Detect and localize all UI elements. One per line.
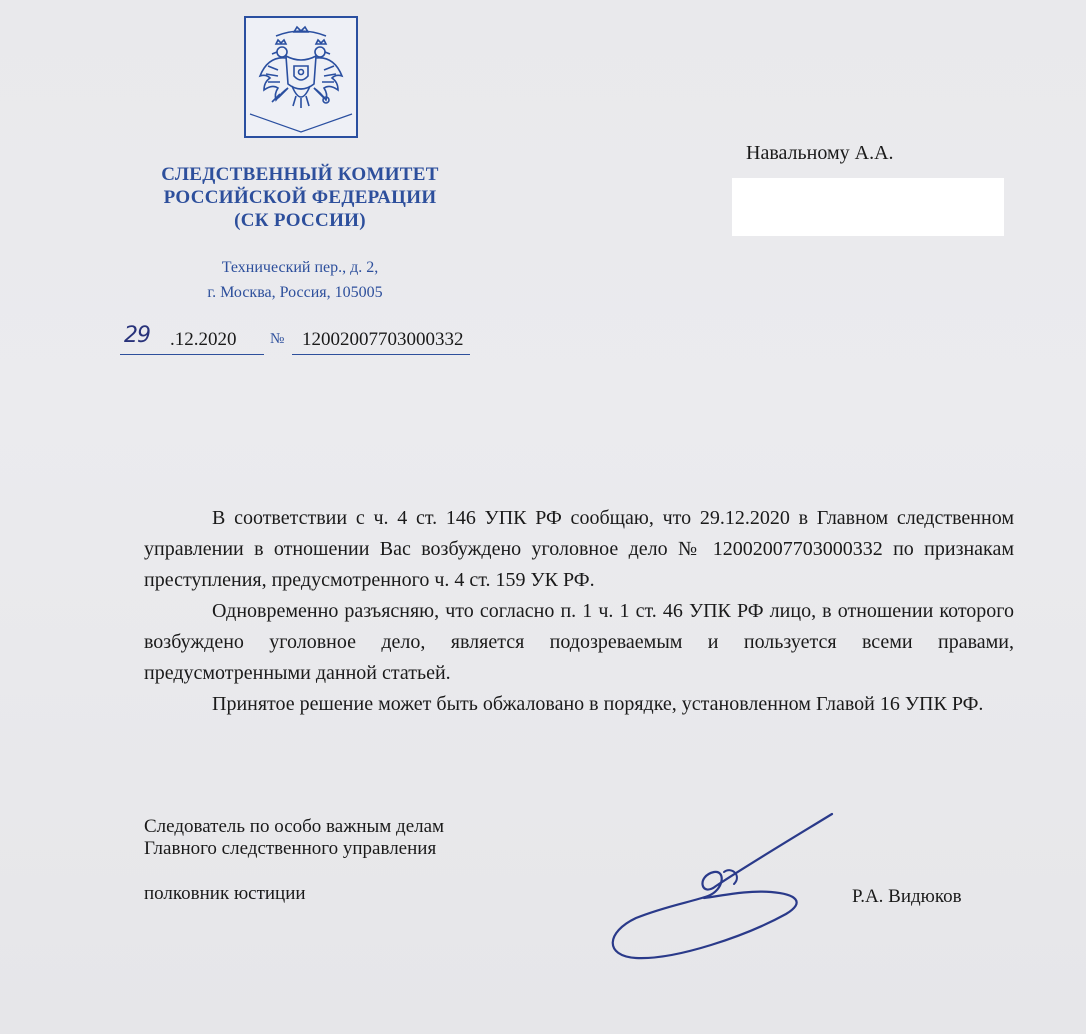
body-paragraph-1: В соответствии с ч. 4 ст. 146 УПК РФ сообщаю, что 29.12.2020 в Главном следственном управлении в отношении Вас возбуждено уголовное дело № 12002007703000332 по признакам преступления, предусмотренного ч. 4 ст. 159 УК РФ.	[144, 507, 1014, 591]
address-city: г. Москва, Россия, 105005	[207, 284, 383, 301]
body-paragraph-3: Принятое решение может быть обжаловано в порядке, установленном Главой 16 УПК РФ.	[212, 693, 984, 715]
handwritten-signature-icon	[596, 806, 846, 966]
address-street: Технический пер., д. 2,	[221, 259, 379, 276]
date-underline	[120, 354, 264, 355]
coat-of-arms-icon	[244, 16, 358, 138]
number-underline	[292, 354, 470, 355]
double-headed-eagle-icon	[246, 18, 356, 136]
handwritten-day: 29	[124, 323, 150, 348]
document-number: 12002007703000332	[302, 329, 464, 350]
date-month-year: .12.2020	[170, 329, 237, 350]
signatory-position-line1: Следователь по особо важным делам	[144, 816, 445, 837]
organization-name-line1: СЛЕДСТВЕННЫЙ КОМИТЕТ	[161, 164, 439, 185]
body-paragraph-2: Одновременно разъясняю, что согласно п. 1 ч. 1 ст. 46 УПК РФ лицо, в отношении которого возбуждено уголовное дело, является подозреваемым и пользуется всеми правами, предусмотренными данной статьей.	[144, 600, 1014, 684]
number-sign: №	[270, 331, 285, 347]
letter-body	[144, 503, 1014, 720]
signatory-name: Р.А. Видюков	[852, 886, 962, 907]
signatory-rank: полковник юстиции	[144, 883, 306, 904]
organization-abbreviation: (СК РОССИИ)	[234, 210, 366, 231]
redacted-address-block	[732, 178, 1004, 236]
recipient-name: Навальному А.А.	[746, 142, 894, 164]
organization-name-line2: РОССИЙСКОЙ ФЕДЕРАЦИИ	[163, 187, 437, 208]
reference-line	[120, 323, 540, 357]
signatory-position-line2: Главного следственного управления	[144, 838, 437, 859]
